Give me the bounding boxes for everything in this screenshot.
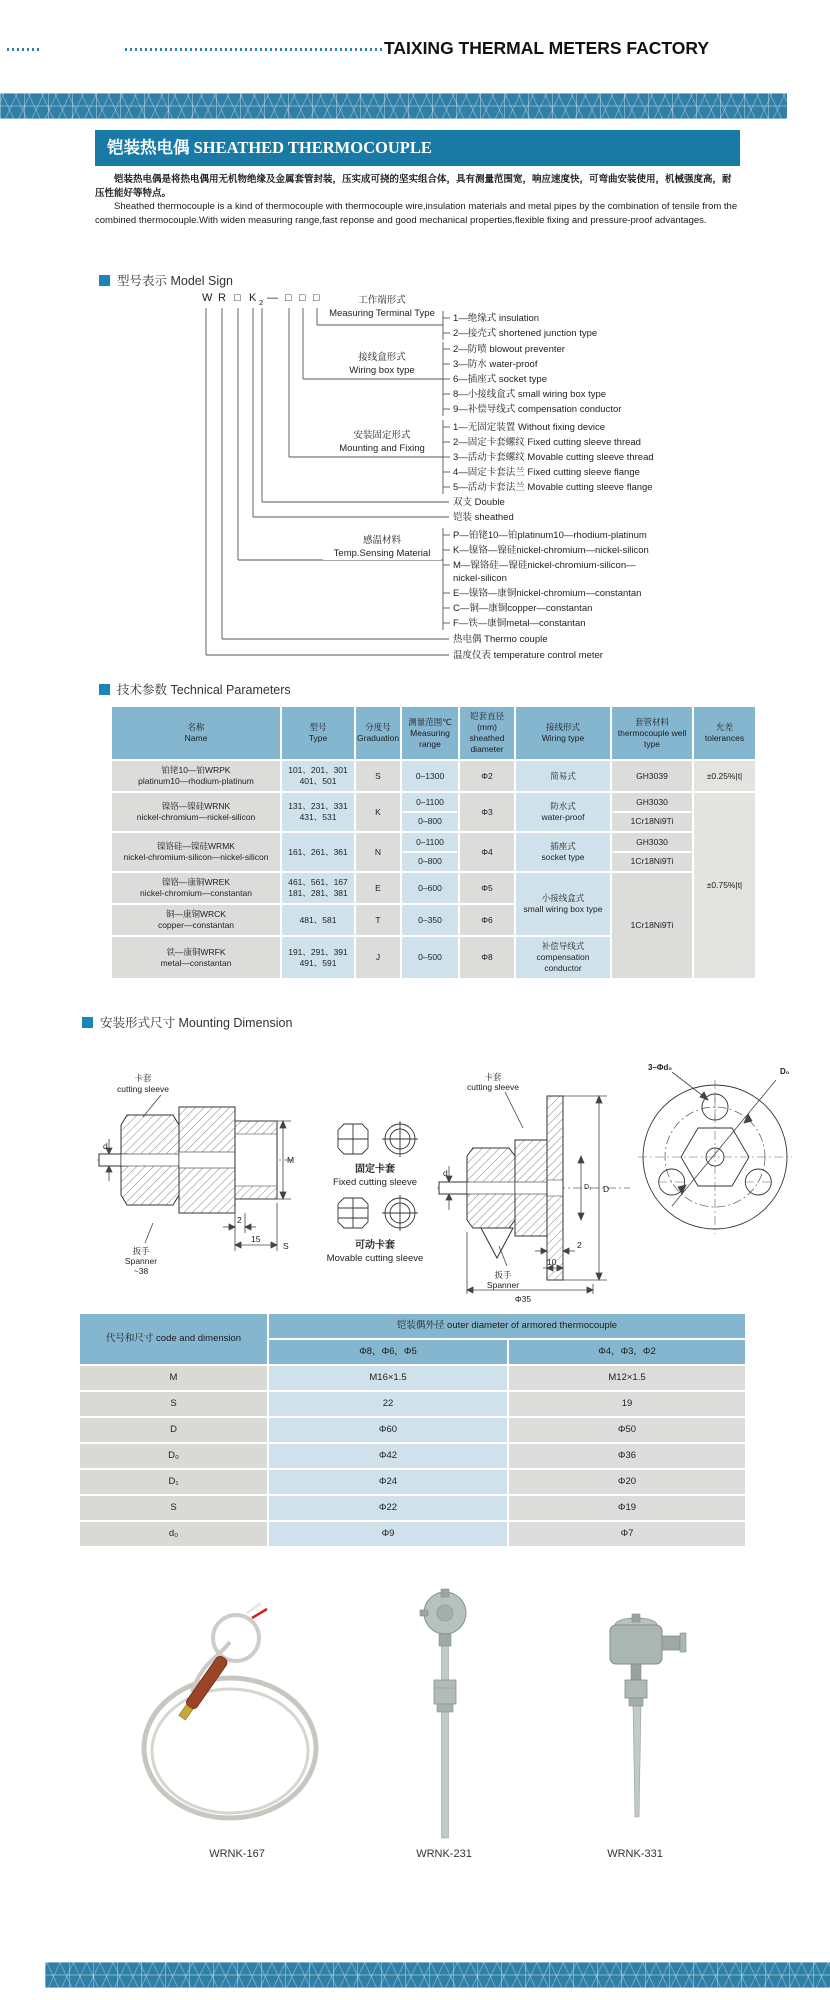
- product-label-wrnk-331: WRNK-331: [607, 1848, 663, 1860]
- col-span-header: 铠装偶外径 outer diameter of armored thermocouple: [268, 1313, 746, 1339]
- product-photo-wrnk-331: [585, 1612, 705, 1837]
- cell-name: 铂铑10—铂WRPK platinum10—rhodium-platinum: [111, 760, 281, 792]
- option: E—镍铬—康铜nickel-chromium—constantan: [453, 588, 642, 599]
- section-tech-title: 技术参数 Technical Parameters: [117, 683, 291, 697]
- dim-D-label: D: [603, 1184, 610, 1194]
- cell-range: 0–350: [401, 904, 459, 936]
- cell-v1: Φ42: [268, 1443, 508, 1469]
- table-row: [79, 1391, 746, 1417]
- cell-name: 镍铬硅—镍硅WRMK nickel-chromium-silicon—nickel-silicon: [111, 832, 281, 872]
- col-diameter: 铠套直径(mm) sheathed diameter: [459, 706, 515, 760]
- technical-parameters-table: [110, 705, 757, 980]
- cell-grad: T: [355, 904, 401, 936]
- dim-D1-label: D₁: [584, 1184, 592, 1191]
- cell-wiring: 防水式 water-proof: [515, 792, 611, 832]
- section-model-sign: [99, 271, 233, 289]
- spanner-label-en: Spanner: [486, 1280, 520, 1290]
- meter-label: 温度仪表 temperature control meter: [453, 650, 603, 661]
- code-char-w: W: [202, 292, 213, 304]
- fixed-sleeve-label-cn: 固定卡套: [355, 1164, 395, 1175]
- group4-label-en: Temp.Sensing Material: [323, 547, 441, 560]
- cell-code: D: [79, 1417, 268, 1443]
- option-wrap: nickel-silicon: [453, 573, 507, 584]
- code-box-3: □: [313, 292, 320, 304]
- code-dash: —: [267, 292, 278, 304]
- sleeve-label-cn: 卡套: [134, 1073, 152, 1083]
- table-row: [79, 1443, 746, 1469]
- table-row: [79, 1365, 746, 1391]
- cell-wiring: 补偿导线式 compensation conductor: [515, 936, 611, 979]
- group3-label-cn: 安装固定形式: [323, 429, 441, 442]
- dim-m-label: M: [287, 1155, 295, 1165]
- cell-type: 191、291、391 491、591: [281, 936, 355, 979]
- sleeve-label-en: cutting sleeve: [117, 1084, 169, 1094]
- cell-v1: M16×1.5: [268, 1365, 508, 1391]
- cell-type: 481、581: [281, 904, 355, 936]
- cell-range: 0–500: [401, 936, 459, 979]
- sheathed-label: 铠装 sheathed: [453, 512, 514, 523]
- group1-label-cn: 工作端形式: [323, 294, 441, 307]
- option: 2—防喷 blowout preventer: [453, 344, 565, 355]
- col-range: 测量范围℃ Measuring range: [401, 706, 459, 760]
- option: 2—固定卡套螺纹 Fixed cutting sleeve thread: [453, 437, 641, 448]
- flange-face-drawing: [630, 1060, 805, 1245]
- thread-bottom: [235, 1186, 277, 1199]
- option: K—镍铬—镍硅nickel-chromium—nickel-silicon: [453, 545, 649, 556]
- cell-code: d₀: [79, 1521, 268, 1547]
- dim-2-label: 2: [237, 1215, 242, 1225]
- cell-range: 0–1100 0–800: [401, 832, 459, 872]
- thread-top: [235, 1121, 277, 1134]
- cell-well: GH3030 1Cr18Ni9Ti: [611, 792, 693, 832]
- cell-range: 0–1100 0–800: [401, 792, 459, 832]
- group3-label-en: Mounting and Fixing: [323, 442, 441, 455]
- table-row: [111, 792, 756, 832]
- dim-phi35-label: Φ35: [514, 1294, 532, 1304]
- cell-well: GH3030 1Cr18Ni9Ti: [611, 832, 693, 872]
- group2-label-en: Wiring box type: [323, 364, 441, 377]
- spanner-label-en: Spanner: [124, 1256, 158, 1266]
- option: 3—防水 water-proof: [453, 359, 538, 370]
- dimension-table: [78, 1312, 747, 1548]
- cell-well: GH3039: [611, 760, 693, 792]
- fixed-sleeve-label-en: Fixed cutting sleeve: [333, 1177, 417, 1188]
- cell-v2: Φ20: [508, 1469, 746, 1495]
- code-char-r: R: [218, 292, 226, 304]
- section-square-icon: [82, 1017, 93, 1028]
- cell-v1: Φ60: [268, 1417, 508, 1443]
- holes-label: 3–Φd₀: [648, 1063, 672, 1072]
- bottom-lattice-band: [45, 1962, 830, 1988]
- table-row: [111, 760, 756, 792]
- option: 4—固定卡套法兰 Fixed cutting sleeve flange: [453, 467, 640, 478]
- probe-tube: [439, 1182, 469, 1194]
- option: 6—插座式 socket type: [453, 374, 547, 385]
- cone-tip: [481, 1228, 513, 1258]
- option: P—铂铑10—铂platinum10—rhodium-platinum: [453, 530, 647, 541]
- section-mounting-dimension: [82, 1013, 292, 1031]
- cell-dia: Φ5: [459, 872, 515, 904]
- cell-type: 461、561、167 181、281、381: [281, 872, 355, 904]
- header-dotted-line-short: [7, 48, 41, 51]
- cell-v1: Φ9: [268, 1521, 508, 1547]
- movable-sleeve-glyphs: [338, 1195, 418, 1231]
- fixed-sleeve-glyphs: [338, 1121, 418, 1157]
- bolt-circle-label: D₀: [780, 1067, 790, 1076]
- option: 1—无固定装置 Without fixing device: [453, 422, 606, 433]
- spanner-size-label: ~38: [133, 1266, 149, 1275]
- cell-name: 镍铬—镍硅WRNK nickel-chromium—nickel-silicon: [111, 792, 281, 832]
- cell-v2: 19: [508, 1391, 746, 1417]
- dim-s-label: S: [283, 1241, 289, 1251]
- sleeve-label-en: cutting sleeve: [467, 1082, 519, 1092]
- cell-range: 0–600: [401, 872, 459, 904]
- option: 8—小接线盒式 small wiring box type: [453, 389, 607, 400]
- table-row: [79, 1417, 746, 1443]
- double-label: 双支 Double: [453, 497, 505, 508]
- product-label-wrnk-167: WRNK-167: [209, 1848, 265, 1860]
- col-name: 名称 Name: [111, 706, 281, 760]
- cell-dia: Φ3: [459, 792, 515, 832]
- option: M—镍铬硅—镍硅nickel-chromium-silicon—: [453, 560, 636, 571]
- page-title: 铠装热电偶 SHEATHED THERMOCOUPLE: [95, 130, 740, 166]
- bore: [121, 1154, 179, 1166]
- bore: [515, 1182, 547, 1194]
- flange-section-drawing: [435, 1068, 635, 1308]
- cell-grad: E: [355, 872, 401, 904]
- sleeve-label-cn: 卡套: [484, 1072, 502, 1082]
- col-large-dia: Φ8，Φ6，Φ5: [268, 1339, 508, 1365]
- cell-grad: J: [355, 936, 401, 979]
- col-well: 套管材料 thermocouple well type: [611, 706, 693, 760]
- product-photo-wrnk-167: [130, 1600, 330, 1835]
- cell-range: 0–1300: [401, 760, 459, 792]
- spanner-label-cn: 扳手: [132, 1246, 150, 1256]
- cell-code: D₁: [79, 1469, 268, 1495]
- cell-grad: N: [355, 832, 401, 872]
- table-row: [79, 1495, 746, 1521]
- cell-v2: Φ7: [508, 1521, 746, 1547]
- cell-code: D₀: [79, 1443, 268, 1469]
- cell-v2: Φ50: [508, 1417, 746, 1443]
- col-tolerance: 允差 tolerances: [693, 706, 756, 760]
- intro-english: Sheathed thermocouple is a kind of thermocouple with thermocouple wire,insulation materials and metal pipes by the combination of tensile from the combined thermocouple.With widen measuring range,fast reponse and good mechanical properties,flexible fixing and pressure-proof advantages.: [95, 201, 738, 226]
- col-code: 代号和尺寸 code and dimension: [79, 1313, 268, 1365]
- cell-dia: Φ4: [459, 832, 515, 872]
- spanner-label-cn: 扳手: [494, 1270, 512, 1280]
- section-square-icon: [99, 275, 110, 286]
- group1-label-en: Measuring Terminal Type: [323, 307, 441, 320]
- section-technical-parameters: [99, 680, 291, 698]
- crosshairs: [638, 1080, 792, 1234]
- cell-type: 161、261、361: [281, 832, 355, 872]
- product-photo-wrnk-231: [390, 1585, 500, 1840]
- intro-paragraphs: [95, 173, 740, 227]
- code-box-1: □: [285, 292, 292, 304]
- dim-2-label: 2: [577, 1240, 582, 1250]
- col-wiring: 接线形式 Wiring type: [515, 706, 611, 760]
- bore: [179, 1152, 235, 1168]
- movable-sleeve-label-cn: 可动卡套: [355, 1240, 395, 1251]
- cell-v2: Φ36: [508, 1443, 746, 1469]
- cell-name: 镍铬—康铜WREK nickel-chromium—constantan: [111, 872, 281, 904]
- top-lattice-band: [0, 93, 787, 119]
- model-sign-diagram: [95, 292, 740, 672]
- cell-tolerance: ±0.25%|t|: [693, 760, 756, 792]
- dim-10-label: 10: [547, 1257, 557, 1267]
- dim-d-label: d: [443, 1168, 448, 1178]
- cell-dia: Φ8: [459, 936, 515, 979]
- option: 3—活动卡套螺纹 Movable cutting sleeve thread: [453, 452, 654, 463]
- cell-v1: 22: [268, 1391, 508, 1417]
- cell-name: 铜—康铜WRCK copper—constantan: [111, 904, 281, 936]
- option: 5—活动卡套法兰 Movable cutting sleeve flange: [453, 482, 653, 493]
- option: 9—补偿导线式 compensation conductor: [453, 404, 622, 415]
- fixed-sleeve-section-drawing: [95, 1055, 300, 1275]
- movable-sleeve-label-en: Movable cutting sleeve: [326, 1253, 424, 1264]
- option: 1—绝缘式 insulation: [453, 313, 540, 324]
- col-graduation: 分度号 Graduation: [355, 706, 401, 760]
- section-mounting-title: 安装形式尺寸 Mounting Dimension: [100, 1016, 293, 1030]
- cell-v1: Φ22: [268, 1495, 508, 1521]
- option-brackets: [443, 311, 450, 630]
- cell-well: 1Cr18Ni9Ti: [611, 872, 693, 979]
- flange-hatch-top: [547, 1096, 563, 1180]
- cell-grad: K: [355, 792, 401, 832]
- dim-d-label: d: [103, 1141, 108, 1151]
- cell-wiring: 小接线盒式 small wiring box type: [515, 872, 611, 936]
- table-row: [111, 872, 756, 904]
- code-char-k: K: [249, 292, 257, 304]
- thermocouple-label: 热电偶 Thermo couple: [453, 634, 548, 645]
- cell-type: 101、201、301 401、501: [281, 760, 355, 792]
- col-type: 型号 Type: [281, 706, 355, 760]
- code-box-2: □: [299, 292, 306, 304]
- intro-chinese: 铠装热电偶是将热电偶用无机物绝缘及金属套管封装，压实成可挠的坚实组合体，具有测量范围宽，响应速度快，可弯曲安装使用，机械强度高，耐压性能好等特点。: [95, 174, 732, 199]
- cell-code: S: [79, 1391, 268, 1417]
- table-row: [79, 1521, 746, 1547]
- cell-name: 铁—康铜WRFK metal—constantan: [111, 936, 281, 979]
- section-square-icon: [99, 684, 110, 695]
- header-dotted-line-long: [125, 48, 382, 51]
- cell-type: 131、231、331 431、531: [281, 792, 355, 832]
- cell-v2: Φ19: [508, 1495, 746, 1521]
- table-header-row: [111, 706, 756, 760]
- cell-v2: M12×1.5: [508, 1365, 746, 1391]
- bore: [467, 1182, 515, 1194]
- col-small-dia: Φ4，Φ3，Φ2: [508, 1339, 746, 1365]
- table-row: [79, 1469, 746, 1495]
- option: 2—接壳式 shortened junction type: [453, 328, 598, 339]
- section-model-sign-title: 型号表示 Model Sign: [117, 274, 234, 288]
- cell-code: S: [79, 1495, 268, 1521]
- dim-15-label: 15: [251, 1234, 261, 1244]
- cell-tolerance: ±0.75%|t|: [693, 792, 756, 979]
- cell-v1: Φ24: [268, 1469, 508, 1495]
- cell-dia: Φ2: [459, 760, 515, 792]
- factory-name: TAIXING THERMAL METERS FACTORY: [384, 38, 710, 58]
- code-box-material: □: [234, 292, 241, 304]
- cell-wiring: 简易式: [515, 760, 611, 792]
- option: F—铁—康铜metal—constantan: [453, 618, 586, 629]
- cell-code: M: [79, 1365, 268, 1391]
- cell-dia: Φ6: [459, 904, 515, 936]
- product-label-wrnk-231: WRNK-231: [416, 1848, 472, 1860]
- cell-grad: S: [355, 760, 401, 792]
- group4-label-cn: 感温材料: [323, 534, 441, 547]
- table-header-row: [79, 1313, 746, 1339]
- table-row: [111, 832, 756, 872]
- cell-wiring: 插座式 socket type: [515, 832, 611, 872]
- code-subscript-2: 2: [259, 298, 264, 307]
- option: C—铜—康铜copper—constantan: [453, 603, 593, 614]
- group2-label-cn: 接线盒形式: [323, 351, 441, 364]
